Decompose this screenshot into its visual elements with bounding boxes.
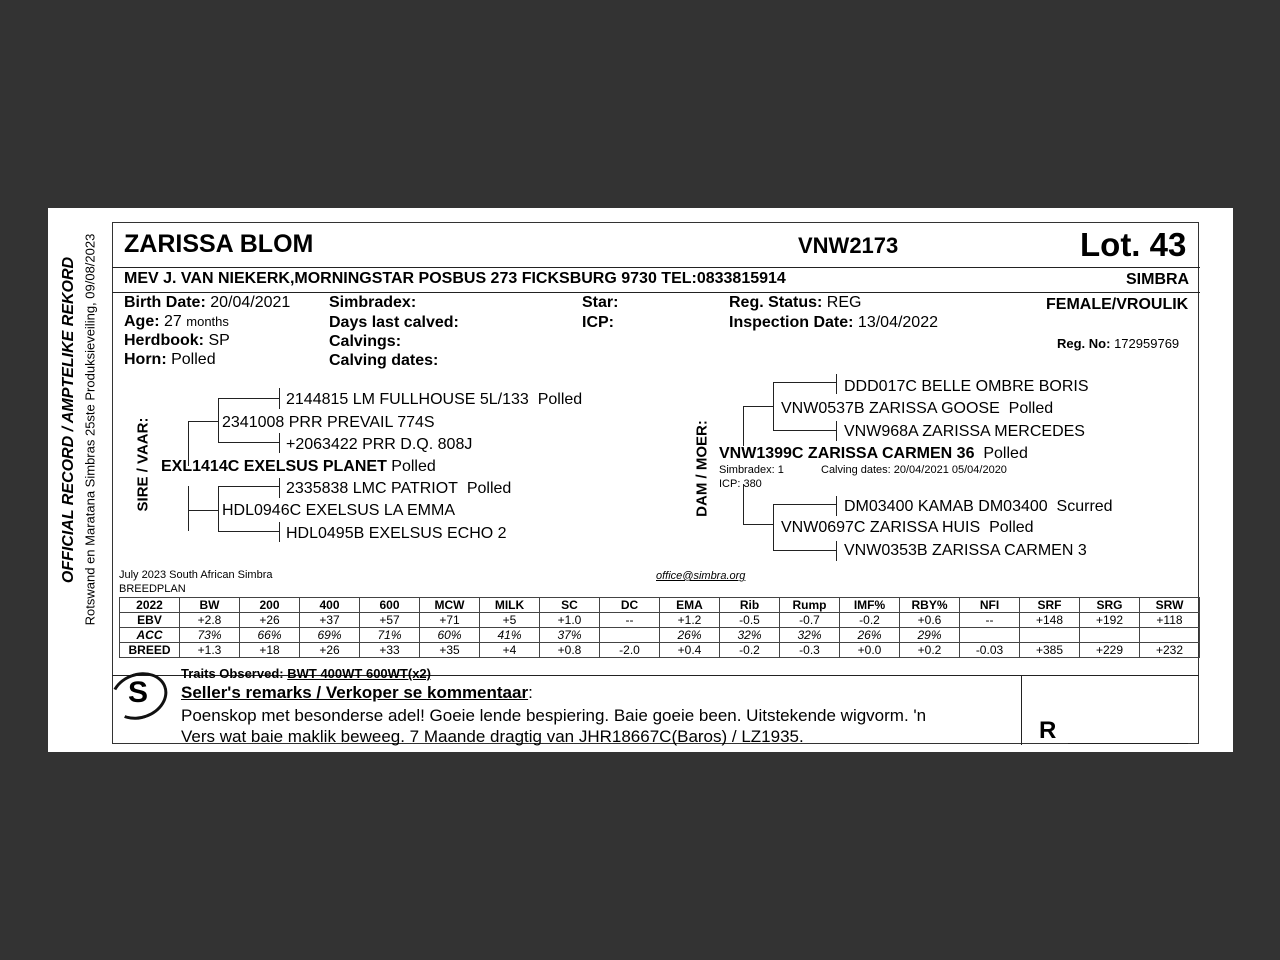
dam-calving-dates: Calving dates: 20/04/2021 05/04/2020: [821, 464, 1007, 476]
table-header: EMA: [660, 598, 720, 613]
auction-name-label: Rotswand en Maratana Simbras 25ste Produksieveiling, 09/08/2023: [82, 233, 98, 626]
remarks-title: Seller's remarks / Verkoper se kommentaar:: [181, 683, 533, 702]
dam-sire-sire: DDD017C BELLE OMBRE BORIS: [844, 378, 1089, 395]
simbra-logo-letter: S: [128, 676, 149, 709]
sire-sire-sire: 2144815 LM FULLHOUSE 5L/133 Polled: [286, 391, 583, 408]
dam-sire-dam: VNW968A ZARISSA MERCEDES: [844, 423, 1085, 440]
sire-sire: 2341008 PRR PREVAIL 774S: [222, 414, 435, 431]
days-last-calved-label: Days last calved:: [329, 314, 459, 331]
row-label: EBV: [120, 613, 180, 628]
table-cell: 66%: [240, 628, 300, 643]
table-cell: 29%: [900, 628, 960, 643]
icp-label: ICP:: [582, 314, 614, 331]
table-cell: +71: [420, 613, 480, 628]
price-line[interactable]: [1068, 743, 1188, 744]
registration-number: Reg. No: 172959769: [1057, 336, 1180, 351]
dam-simbradex: Simbradex: 1: [719, 464, 784, 476]
row-label: ACC: [120, 628, 180, 643]
table-cell: +4: [480, 643, 540, 658]
breedplan-email[interactable]: office@simbra.org: [656, 570, 746, 582]
table-row: [120, 643, 1200, 658]
table-cell: -0.03: [960, 643, 1020, 658]
traits-observed: Traits Observed: BWT 400WT 600WT(x2): [181, 666, 431, 681]
dam-name: VNW1399C ZARISSA CARMEN 36 Polled: [719, 445, 1028, 462]
table-cell: [960, 628, 1020, 643]
dam-section-label: DAM / MOER:: [693, 420, 711, 517]
table-cell: -0.2: [720, 643, 780, 658]
reg-status: Reg. Status: REG: [729, 294, 862, 311]
official-record-label: OFFICIAL RECORD / AMPTELIKE REKORD: [60, 256, 77, 584]
breedplan-label: BREEDPLAN: [119, 583, 186, 595]
table-cell: +37: [300, 613, 360, 628]
table-header: SC: [540, 598, 600, 613]
table-cell: 26%: [660, 628, 720, 643]
table-cell: 41%: [480, 628, 540, 643]
sire-name: EXL1414C EXELSUS PLANET Polled: [161, 458, 436, 475]
dam-sire: VNW0537B ZARISSA GOOSE Polled: [781, 400, 1054, 417]
dam-dam-sire: DM03400 KAMAB DM03400 Scurred: [844, 498, 1113, 515]
table-cell: +1.0: [540, 613, 600, 628]
table-cell: +192: [1080, 613, 1140, 628]
table-header: RBY%: [900, 598, 960, 613]
simbradex-label: Simbradex:: [329, 294, 417, 311]
table-cell: 37%: [540, 628, 600, 643]
table-header: SRG: [1080, 598, 1140, 613]
table-header: 400: [300, 598, 360, 613]
table-header: Rump: [780, 598, 840, 613]
table-cell: [1020, 628, 1080, 643]
table-header: SRF: [1020, 598, 1080, 613]
table-cell: --: [960, 613, 1020, 628]
row-label: BREED: [120, 643, 180, 658]
table-cell: -2.0: [600, 643, 660, 658]
animal-name: ZARISSA BLOM: [124, 230, 314, 258]
table-header: NFI: [960, 598, 1020, 613]
calving-dates-label: Calving dates:: [329, 352, 439, 369]
table-cell: +385: [1020, 643, 1080, 658]
sire-dam: HDL0946C EXELSUS LA EMMA: [222, 502, 455, 519]
sire-dam-sire: 2335838 LMC PATRIOT Polled: [286, 480, 512, 497]
breed-label: SIMBRA: [1126, 271, 1190, 288]
breedplan-date: July 2023 South African Simbra: [119, 569, 273, 581]
table-cell: 32%: [780, 628, 840, 643]
table-cell: +5: [480, 613, 540, 628]
table-cell: -0.3: [780, 643, 840, 658]
table-cell: +26: [240, 613, 300, 628]
table-header: 2022: [120, 598, 180, 613]
table-cell: +118: [1140, 613, 1200, 628]
table-cell: --: [600, 613, 660, 628]
table-cell: [1140, 628, 1200, 643]
table-header: 200: [240, 598, 300, 613]
table-cell: 71%: [360, 628, 420, 643]
table-header: 600: [360, 598, 420, 613]
table-cell: +2.8: [180, 613, 240, 628]
sex-label: FEMALE/VROULIK: [1046, 296, 1189, 313]
table-cell: +57: [360, 613, 420, 628]
sire-dam-dam: HDL0495B EXELSUS ECHO 2: [286, 525, 507, 542]
table-cell: +148: [1020, 613, 1080, 628]
table-cell: -0.2: [840, 613, 900, 628]
table-cell: [1080, 628, 1140, 643]
table-cell: 32%: [720, 628, 780, 643]
dam-icp: ICP: 380: [719, 478, 762, 490]
age: Age: 27 months: [124, 313, 229, 330]
lot-number: Lot. 43: [1080, 226, 1187, 263]
sire-sire-dam: +2063422 PRR D.Q. 808J: [286, 436, 473, 453]
table-cell: [600, 628, 660, 643]
star-label: Star:: [582, 294, 619, 311]
table-header: IMF%: [840, 598, 900, 613]
table-cell: -0.7: [780, 613, 840, 628]
lot-card-scan: [48, 208, 1233, 752]
table-cell: +1.3: [180, 643, 240, 658]
table-cell: +0.4: [660, 643, 720, 658]
birth-date: Birth Date: 20/04/2021: [124, 294, 291, 311]
owner-address: MEV J. VAN NIEKERK,MORNINGSTAR POSBUS 273 FICKSBURG 9730 TEL:0833815914: [124, 270, 786, 287]
table-cell: +18: [240, 643, 300, 658]
table-header-row: [120, 598, 1200, 613]
table-cell: +35: [420, 643, 480, 658]
table-cell: +0.2: [900, 643, 960, 658]
table-header: DC: [600, 598, 660, 613]
table-cell: +0.8: [540, 643, 600, 658]
table-cell: 60%: [420, 628, 480, 643]
animal-id: VNW2173: [798, 233, 899, 258]
table-cell: +0.6: [900, 613, 960, 628]
table-cell: -0.5: [720, 613, 780, 628]
ebv-table: [119, 597, 1200, 658]
herdbook: Herdbook: SP: [124, 332, 230, 349]
table-cell: +26: [300, 643, 360, 658]
dam-dam-dam: VNW0353B ZARISSA CARMEN 3: [844, 542, 1087, 559]
table-cell: 69%: [300, 628, 360, 643]
table-header: SRW: [1140, 598, 1200, 613]
price-label: R: [1039, 717, 1057, 744]
remarks-line-1: Poenskop met besonderse adel! Goeie lende bespiering. Baie goeie been. Uitstekende wigvorm. 'n: [181, 706, 927, 725]
table-cell: +33: [360, 643, 420, 658]
table-header: MILK: [480, 598, 540, 613]
table-cell: +0.0: [840, 643, 900, 658]
table-header: MCW: [420, 598, 480, 613]
remarks-line-2: Vers wat baie maklik beweeg. 7 Maande dragtig van JHR18667C(Baros) / LZ1935.: [181, 727, 804, 746]
table-header: Rib: [720, 598, 780, 613]
table-row: [120, 628, 1200, 643]
horn-status: Horn: Polled: [124, 351, 216, 368]
table-header: BW: [180, 598, 240, 613]
table-cell: +1.2: [660, 613, 720, 628]
calvings-label: Calvings:: [329, 333, 402, 350]
table-cell: +232: [1140, 643, 1200, 658]
inspection-date: Inspection Date: 13/04/2022: [729, 314, 938, 331]
table-row: [120, 613, 1200, 628]
table-cell: +229: [1080, 643, 1140, 658]
table-cell: 26%: [840, 628, 900, 643]
table-cell: 73%: [180, 628, 240, 643]
sire-section-label: SIRE / VAAR:: [134, 417, 152, 512]
dam-dam: VNW0697C ZARISSA HUIS Polled: [781, 519, 1034, 536]
